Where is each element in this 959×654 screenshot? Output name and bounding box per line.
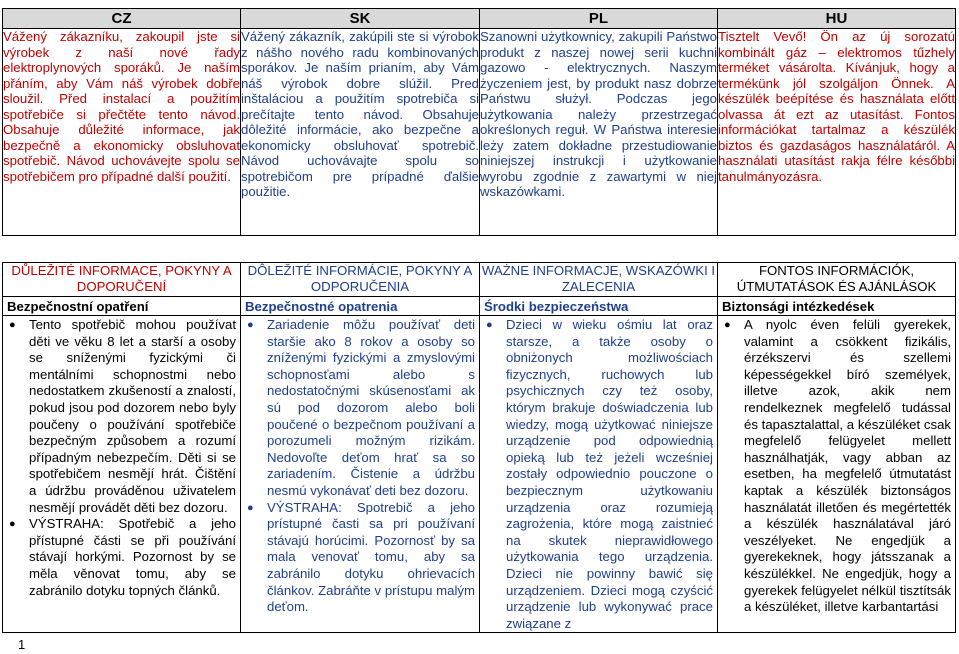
safety-cell-cz <box>3 297 241 633</box>
safety-cell-sk <box>241 297 480 633</box>
list-item: ● Tento spotřebič mohou používat děti ve věku 8 let a starší a osoby se sníženými fyzickými či mentálními schopnostmi nebo nedostatkem zkušeností a znalostí, pokud jsou pod dozorem nebo byly poučeny o používání spotřebiče bezpečným způsobem a rozumí případným nebezpečím. Děti si se spotřebičem nesmějí hrát. Čištění a údržbu prováděnou uživatelem nesmějí provádět děti bez dozoru. <box>29 317 236 516</box>
safety-cell-pl <box>480 297 718 633</box>
heading-cz: DŮLEŽITÉ INFORMACE, POKYNY A DOPORUČENÍ <box>3 263 241 297</box>
lang-header-hu: HU <box>718 9 956 29</box>
list-item: ● A nyolc éven felüli gyerekek, valamint a csökkent fizikális, érzékszervi és szellemi képességekkel bíró személyek, illetve azok, akik nem rendelkeznek megfelelő tudással és tapasztalattal, a készüléket csak megfelelő felügyelet mellett használhatják, vagy abban az esetben, ha megfelelő útmutatást kaptak a készülék biztonságos használatát illetően és megértették a készülék használatával járó veszélyeket. Ne engedjük a gyerekeknek, hogy játsszanak a készülékkel. Ne engedjük, hogy a gyerekek felügyelet nélkül tisztítsák a készüléket, illetve karbantartási <box>744 317 951 616</box>
welcome-table <box>2 8 956 236</box>
list-item: ● Dzieci w wieku ośmiu lat oraz starsze, a także osoby o obniżonych możliwościach fizycznych, ruchowych lub psychicznych czy też osoby, którym brakuje doświadczenia lub wiedzy, mogą użytkować niniejsze urządzenie pod odpowiednią opieką lub też jeżeli wcześniej zostały odpowiednio pouczone o bezpiecznym użytkowaniu urządzenia oraz rozumieją zagrożenia, które mogą zaistnieć na skutek nieprawidłowego użytkowania tego urządzenia. Dzieci nie powinny bawić się urządzeniem. Dzieci mogą czyścić urządzenie lub wykonywać prace związane z <box>506 317 713 632</box>
lang-header-sk: SK <box>241 9 480 29</box>
page-number: 1 <box>18 637 26 652</box>
heading-pl: WAŻNE INFORMACJE, WSKAZÓWKI I ZALECENIA <box>480 263 718 297</box>
safety-title-pl: Środki bezpieczeństwa <box>480 297 717 316</box>
welcome-text-cz: Vážený zákazníku, zakoupil jste si výrobek z naší nové řady elektroplynových sporáků. Je naším přáním, aby Vám náš výrobek dobře sloužil. Před instalací a použitím spotřebiče si přečtěte tento návod. Obsahuje důležité informace, jak bezpečně a ekonomicky obsluhovat spotřebič. Návod uchovávejte spolu se spotřebičem pro případné další použití. <box>3 29 241 236</box>
list-item: ● VÝSTRAHA: Spotrebič a jeho prístupné časti sa pri používaní stávajú horúcimi. Pozornosť by sa mala venovať tomu, aby sa zabránilo dotyku ohrievacích článkov. Zabráňte v prístupu malým deťom. <box>267 500 475 616</box>
safety-title-hu: Biztonsági intézkedések <box>718 297 955 316</box>
safety-table <box>2 262 956 633</box>
list-item: ● VÝSTRAHA: Spotřebič a jeho přístupné části se při používání stávají horkými. Pozornost by se měla věnovat tomu, aby se zabránilo dotyku topných článků. <box>29 516 236 599</box>
safety-title-sk: Bezpečnostné opatrenia <box>241 297 479 316</box>
welcome-text-hu: Tisztelt Vevő! Ön az új sorozatú kombinált gáz – elektromos tűzhely terméket vásárolta. Kívánjuk, hogy a termékünk jól szolgáljon Önnek. A készülék beépítése és használata előtt olvassa át ezt az utasítást. Fontos információkat tartalmaz a készülék biztos és gazdaságos használatáról. A használati utasítást rakja félre későbbi tanulmányozásra. <box>718 29 956 236</box>
lang-header-pl: PL <box>480 9 718 29</box>
heading-hu: FONTOS INFORMÁCIÓK, ÚTMUTATÁSOK ÉS AJÁNLÁSOK <box>718 263 956 297</box>
safety-title-cz: Bezpečnostní opatření <box>3 297 240 316</box>
welcome-text-sk: Vážený zákazník, zakúpili ste si výrobok z nášho nového radu kombinovaných sporákov. Je naším prianím, aby Vám náš výrobok dobre slúžil. Pred inštaláciou a použitím spotrebiča si prečítajte tento návod. Obsahuje dôležité informácie, ako bezpečne a ekonomicky obsluhovať spotrebič. Návod uchovávajte spolu so spotrebičom pre prípadné ďalšie použitie. <box>241 29 480 236</box>
lang-header-cz: CZ <box>3 9 241 29</box>
welcome-text-pl: Szanowni użytkownicy, zakupili Państwo produkt z naszej nowej serii kuchni gazowo - elektrycznych. Naszym życzeniem jest, by produkt nasz dobrze Państwu służył. Podczas jego użytkowania należy przestrzegać określonych reguł. W Państwa interesie leży zatem dokładne przestudiowanie niniejszej instrukcji i użytkowanie wyrobu zgodnie z zawartymi w niej wskazówkami. <box>480 29 718 236</box>
heading-sk: DÔLEŽITÉ INFORMÁCIE, POKYNY A ODPORUČENIA <box>241 263 480 297</box>
safety-cell-hu <box>718 297 956 633</box>
list-item: ● Zariadenie môžu používať deti staršie ako 8 rokov a osoby so zníženými fyzickými a zmyslovými schopnosťami alebo s nedostatočnými skúsenosťami ak sú pod dozorom alebo boli poučené o bezpečnom používaní a porozumeli možným rizikám. Nedovoľte deťom hrať sa so zariadením. Čistenie a údržbu nesmú vykonávať deti bez dozoru. <box>267 317 475 500</box>
